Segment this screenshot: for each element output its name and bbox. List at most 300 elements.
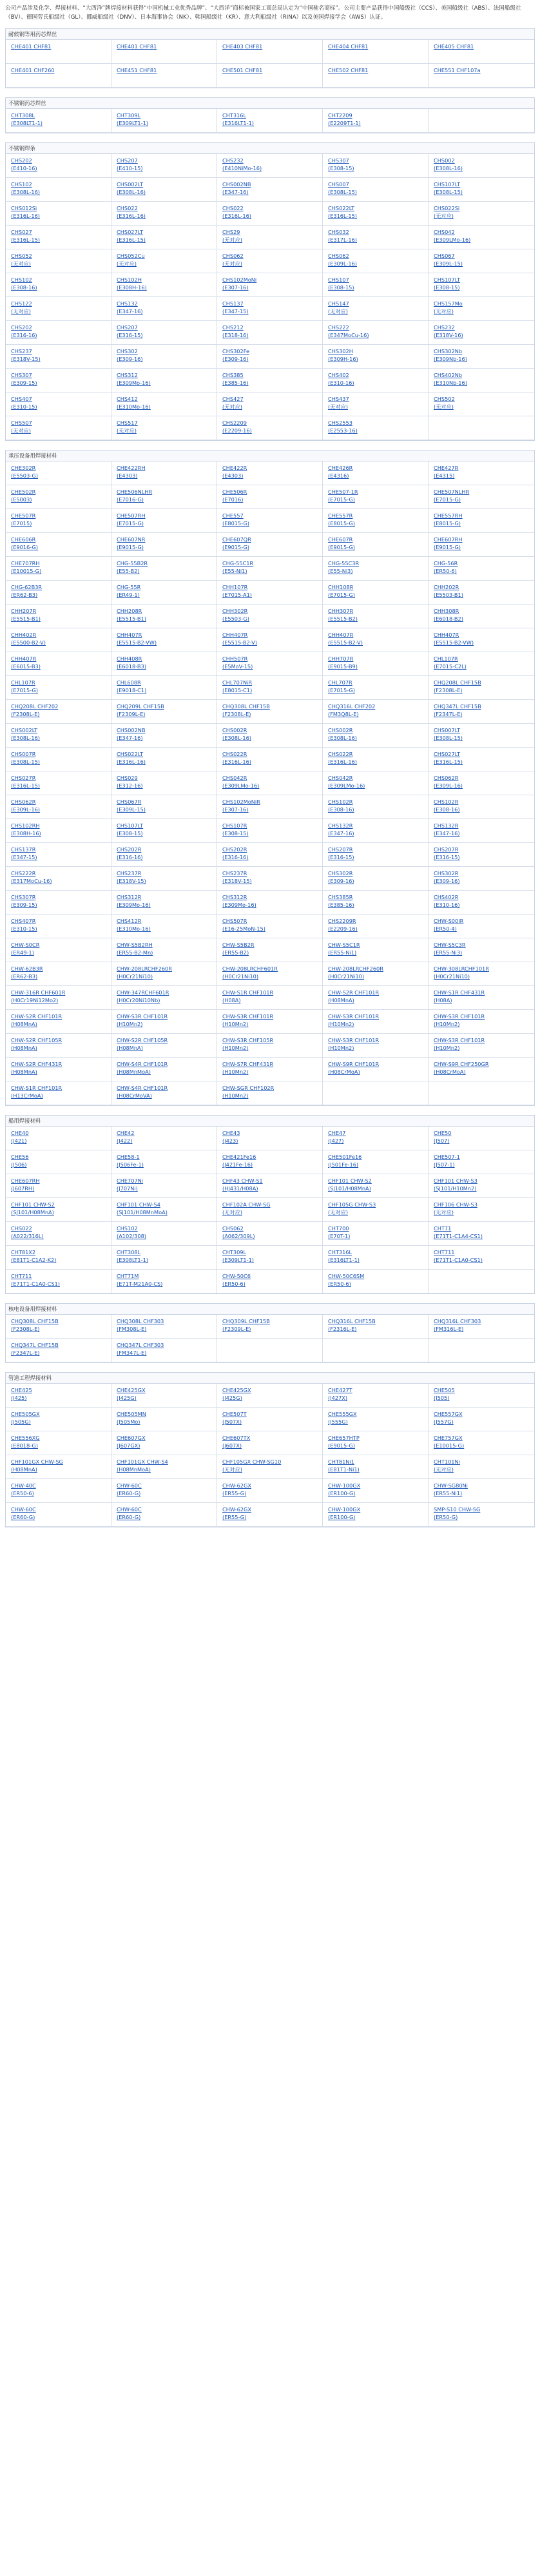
- product-link[interactable]: [117, 371, 213, 387]
- product-link[interactable]: [222, 679, 318, 694]
- product-link[interactable]: [434, 1201, 530, 1216]
- product-link[interactable]: [434, 1410, 530, 1426]
- product-link[interactable]: [11, 893, 107, 909]
- product-link[interactable]: [434, 846, 530, 861]
- product-link[interactable]: [11, 1177, 107, 1192]
- product-cell: [111, 1315, 217, 1339]
- product-link[interactable]: [328, 583, 424, 599]
- product-link[interactable]: [328, 66, 424, 74]
- product-link[interactable]: [328, 488, 424, 503]
- product-link[interactable]: [328, 276, 424, 291]
- product-link[interactable]: [11, 1153, 107, 1168]
- product-link[interactable]: [117, 464, 213, 479]
- product-link[interactable]: [222, 488, 318, 503]
- product-link[interactable]: [434, 324, 530, 339]
- product-link[interactable]: [328, 111, 424, 127]
- product-link[interactable]: [328, 464, 424, 479]
- product-link[interactable]: [434, 607, 530, 623]
- product-link[interactable]: [117, 1084, 213, 1099]
- product-link[interactable]: [328, 798, 424, 813]
- product-link[interactable]: [222, 989, 318, 1004]
- product-link[interactable]: [328, 371, 424, 387]
- product-link[interactable]: [328, 228, 424, 244]
- product-link[interactable]: [434, 1012, 530, 1028]
- product-link[interactable]: [328, 822, 424, 837]
- product-link[interactable]: [222, 655, 318, 670]
- product-link[interactable]: [328, 607, 424, 623]
- product-link[interactable]: [11, 1317, 107, 1333]
- product-link[interactable]: [11, 750, 107, 766]
- product-link[interactable]: [117, 1248, 213, 1264]
- product-link[interactable]: [117, 1272, 213, 1288]
- product-link[interactable]: [222, 1482, 318, 1497]
- product-link[interactable]: [11, 1434, 107, 1449]
- product-link[interactable]: [11, 869, 107, 885]
- product-link[interactable]: [117, 300, 213, 315]
- product-link[interactable]: [434, 66, 530, 74]
- product-link[interactable]: [222, 917, 318, 933]
- product-link[interactable]: [222, 1177, 318, 1192]
- product-link[interactable]: [117, 395, 213, 411]
- product-link[interactable]: [11, 1482, 107, 1497]
- product-link[interactable]: [117, 1482, 213, 1497]
- product-link[interactable]: [117, 774, 213, 789]
- product-link[interactable]: [328, 1458, 424, 1473]
- product-link[interactable]: [434, 347, 530, 363]
- product-link[interactable]: [434, 1434, 530, 1449]
- product-link[interactable]: [11, 965, 107, 980]
- product-link[interactable]: [11, 941, 107, 956]
- product-link[interactable]: [11, 798, 107, 813]
- product-link[interactable]: [222, 180, 318, 196]
- product-link[interactable]: [222, 395, 318, 411]
- product-link[interactable]: [117, 66, 213, 74]
- product-link[interactable]: [222, 1129, 318, 1145]
- product-link[interactable]: [222, 252, 318, 267]
- product-link[interactable]: [434, 798, 530, 813]
- product-link[interactable]: [328, 917, 424, 933]
- product-link[interactable]: [222, 1248, 318, 1264]
- product-link[interactable]: [117, 559, 213, 575]
- product-link[interactable]: [117, 655, 213, 670]
- product-link[interactable]: [117, 869, 213, 885]
- product-link[interactable]: [434, 750, 530, 766]
- product-link[interactable]: [328, 1060, 424, 1076]
- product-link[interactable]: [328, 1177, 424, 1192]
- product-link[interactable]: [117, 1458, 213, 1473]
- product-link[interactable]: [11, 846, 107, 861]
- product-link[interactable]: [434, 43, 530, 50]
- product-link[interactable]: [328, 512, 424, 527]
- product-link[interactable]: [328, 204, 424, 220]
- product-link[interactable]: [117, 965, 213, 980]
- product-link[interactable]: [222, 66, 318, 74]
- product-link[interactable]: [328, 157, 424, 172]
- product-link[interactable]: [222, 893, 318, 909]
- product-link[interactable]: [328, 989, 424, 1004]
- product-link[interactable]: [328, 893, 424, 909]
- product-cell: [217, 1198, 323, 1222]
- product-link[interactable]: [434, 655, 530, 670]
- product-link[interactable]: [117, 324, 213, 339]
- product-link[interactable]: [222, 157, 318, 172]
- product-link[interactable]: [222, 371, 318, 387]
- product-link[interactable]: [11, 1012, 107, 1028]
- product-link[interactable]: [434, 1060, 530, 1076]
- product-link[interactable]: [11, 1129, 107, 1145]
- product-link[interactable]: [328, 395, 424, 411]
- product-link[interactable]: [434, 276, 530, 291]
- product-link[interactable]: [117, 750, 213, 766]
- product-link[interactable]: [328, 631, 424, 646]
- product-link[interactable]: [328, 941, 424, 956]
- product-link[interactable]: [117, 347, 213, 363]
- product-link[interactable]: [222, 228, 318, 244]
- product-link[interactable]: [222, 631, 318, 646]
- product-link[interactable]: [328, 1036, 424, 1052]
- product-link[interactable]: [328, 846, 424, 861]
- product-link[interactable]: [222, 965, 318, 980]
- product-link[interactable]: [11, 111, 107, 127]
- product-link[interactable]: [222, 111, 318, 127]
- product-link[interactable]: [11, 1410, 107, 1426]
- product-link[interactable]: [11, 300, 107, 315]
- product-link[interactable]: [434, 1153, 530, 1168]
- product-link[interactable]: [328, 679, 424, 694]
- product-link[interactable]: [117, 1225, 213, 1240]
- product-link[interactable]: [434, 774, 530, 789]
- product-link[interactable]: [434, 1225, 530, 1240]
- product-link[interactable]: [117, 893, 213, 909]
- product-link[interactable]: [11, 66, 107, 74]
- product-link[interactable]: [328, 1506, 424, 1521]
- product-link[interactable]: [434, 464, 530, 479]
- product-link[interactable]: [328, 1201, 424, 1216]
- product-link[interactable]: [434, 1386, 530, 1402]
- product-link[interactable]: [328, 1272, 424, 1288]
- product-link[interactable]: [222, 1386, 318, 1402]
- product-link[interactable]: [11, 655, 107, 670]
- product-link[interactable]: [11, 1084, 107, 1099]
- product-link[interactable]: [222, 419, 318, 434]
- product-cell: [111, 700, 217, 724]
- product-link[interactable]: [222, 1060, 318, 1076]
- product-link[interactable]: [222, 726, 318, 742]
- product-name: CHE451 CHF81: [117, 67, 157, 73]
- product-link[interactable]: [328, 1225, 424, 1240]
- product-cell: [217, 1479, 323, 1503]
- product-link[interactable]: [222, 1272, 318, 1288]
- product-link[interactable]: [222, 1201, 318, 1216]
- product-link[interactable]: [222, 1434, 318, 1449]
- product-link[interactable]: [328, 1248, 424, 1264]
- product-link[interactable]: [117, 1506, 213, 1521]
- product-standard: (J507): [434, 1138, 450, 1144]
- product-name: CHE426R: [328, 465, 353, 471]
- product-link[interactable]: [222, 1084, 318, 1099]
- product-link[interactable]: [328, 252, 424, 267]
- product-link[interactable]: [11, 157, 107, 172]
- product-link[interactable]: [117, 1410, 213, 1426]
- product-link[interactable]: [117, 111, 213, 127]
- product-name: CHS147: [328, 300, 349, 307]
- product-link[interactable]: [222, 822, 318, 837]
- product-link[interactable]: [11, 917, 107, 933]
- product-link[interactable]: [328, 702, 424, 718]
- product-name: CHW-S0CR: [11, 942, 40, 948]
- product-link[interactable]: [11, 1201, 107, 1216]
- product-link[interactable]: [11, 726, 107, 742]
- product-link[interactable]: [11, 559, 107, 575]
- product-link[interactable]: [117, 941, 213, 956]
- product-link[interactable]: [11, 1272, 107, 1288]
- product-link[interactable]: [328, 869, 424, 885]
- product-name: CHS102RH: [11, 822, 40, 829]
- product-link[interactable]: [328, 300, 424, 315]
- product-link[interactable]: [222, 1410, 318, 1426]
- product-link[interactable]: [117, 488, 213, 503]
- product-link[interactable]: [222, 1012, 318, 1028]
- product-link[interactable]: [434, 631, 530, 646]
- product-link[interactable]: [222, 1225, 318, 1240]
- product-link[interactable]: [434, 300, 530, 315]
- product-link[interactable]: [117, 1177, 213, 1192]
- product-link[interactable]: [11, 324, 107, 339]
- product-link[interactable]: [222, 750, 318, 766]
- product-link[interactable]: [11, 252, 107, 267]
- product-cell: [217, 1058, 323, 1081]
- product-link[interactable]: [117, 419, 213, 434]
- product-link[interactable]: [328, 559, 424, 575]
- product-link[interactable]: [117, 583, 213, 599]
- product-link[interactable]: [11, 488, 107, 503]
- product-link[interactable]: [222, 1458, 318, 1473]
- product-link[interactable]: [117, 917, 213, 933]
- product-link[interactable]: [117, 1129, 213, 1145]
- product-link[interactable]: [11, 228, 107, 244]
- product-link[interactable]: [117, 798, 213, 813]
- product-link[interactable]: [117, 822, 213, 837]
- product-link[interactable]: [328, 726, 424, 742]
- product-link[interactable]: [11, 607, 107, 623]
- product-link[interactable]: [222, 583, 318, 599]
- product-cell: [429, 1150, 534, 1174]
- product-link[interactable]: [117, 1201, 213, 1216]
- product-link[interactable]: [434, 1177, 530, 1192]
- product-link[interactable]: [434, 869, 530, 885]
- product-link[interactable]: [434, 1036, 530, 1052]
- product-name: CHS102: [117, 1225, 138, 1232]
- product-link[interactable]: [328, 774, 424, 789]
- product-name: CHS107: [328, 276, 349, 283]
- product-link[interactable]: [117, 536, 213, 551]
- product-link[interactable]: [328, 1012, 424, 1028]
- product-link[interactable]: [117, 204, 213, 220]
- product-link[interactable]: [11, 1386, 107, 1402]
- product-link[interactable]: [222, 300, 318, 315]
- product-link[interactable]: [11, 1248, 107, 1264]
- product-link[interactable]: [434, 702, 530, 718]
- product-link[interactable]: [434, 1458, 530, 1473]
- product-link[interactable]: [222, 869, 318, 885]
- product-link[interactable]: [328, 965, 424, 980]
- product-link[interactable]: [11, 43, 107, 50]
- product-link[interactable]: [222, 43, 318, 50]
- product-link[interactable]: [11, 371, 107, 387]
- product-link[interactable]: [117, 1060, 213, 1076]
- product-link[interactable]: [434, 917, 530, 933]
- product-cell: [323, 867, 429, 891]
- product-link[interactable]: [222, 324, 318, 339]
- product-link[interactable]: [434, 1248, 530, 1264]
- product-link[interactable]: [117, 1386, 213, 1402]
- product-link[interactable]: [328, 1153, 424, 1168]
- product-link[interactable]: [117, 679, 213, 694]
- product-link[interactable]: [117, 1153, 213, 1168]
- product-link[interactable]: [222, 846, 318, 861]
- product-link[interactable]: [117, 180, 213, 196]
- product-link[interactable]: [328, 1410, 424, 1426]
- product-cell: [111, 676, 217, 700]
- product-link[interactable]: [434, 726, 530, 742]
- product-link[interactable]: [222, 941, 318, 956]
- product-link[interactable]: [11, 822, 107, 837]
- product-link[interactable]: [222, 1317, 318, 1333]
- product-link[interactable]: [434, 228, 530, 244]
- product-link[interactable]: [434, 893, 530, 909]
- product-link[interactable]: [117, 512, 213, 527]
- product-link[interactable]: [11, 702, 107, 718]
- product-link[interactable]: [328, 1482, 424, 1497]
- product-name: CHH407R: [328, 632, 354, 638]
- product-link[interactable]: [222, 559, 318, 575]
- product-link[interactable]: [328, 1386, 424, 1402]
- product-link[interactable]: [434, 965, 530, 980]
- product-link[interactable]: [11, 419, 107, 434]
- product-link[interactable]: [117, 43, 213, 50]
- product-link[interactable]: [117, 607, 213, 623]
- product-link[interactable]: [11, 536, 107, 551]
- product-link[interactable]: [328, 419, 424, 434]
- product-link[interactable]: [328, 324, 424, 339]
- product-link[interactable]: [434, 180, 530, 196]
- product-link[interactable]: [117, 1036, 213, 1052]
- product-link[interactable]: [434, 989, 530, 1004]
- product-link[interactable]: [434, 941, 530, 956]
- product-link[interactable]: [11, 1060, 107, 1076]
- product-link[interactable]: [117, 702, 213, 718]
- product-link[interactable]: [117, 1341, 213, 1357]
- product-link[interactable]: [434, 822, 530, 837]
- product-link[interactable]: [222, 1036, 318, 1052]
- product-link[interactable]: [222, 464, 318, 479]
- product-link[interactable]: [434, 512, 530, 527]
- product-link[interactable]: [222, 536, 318, 551]
- product-link[interactable]: [434, 1129, 530, 1145]
- product-link[interactable]: [222, 774, 318, 789]
- product-link[interactable]: [11, 347, 107, 363]
- product-link[interactable]: [11, 679, 107, 694]
- product-link[interactable]: [117, 1317, 213, 1333]
- product-link[interactable]: [11, 989, 107, 1004]
- product-link[interactable]: [434, 1506, 530, 1521]
- product-cell: [217, 628, 323, 652]
- product-link[interactable]: [117, 1434, 213, 1449]
- product-link[interactable]: [117, 1012, 213, 1028]
- product-link[interactable]: [11, 180, 107, 196]
- product-name: CHE556XG: [11, 1435, 40, 1441]
- product-link[interactable]: [11, 1036, 107, 1052]
- product-link[interactable]: [434, 157, 530, 172]
- product-link[interactable]: [328, 536, 424, 551]
- product-link[interactable]: [434, 679, 530, 694]
- product-link[interactable]: [11, 1225, 107, 1240]
- product-link[interactable]: [11, 204, 107, 220]
- product-link[interactable]: [222, 1506, 318, 1521]
- product-link[interactable]: [117, 252, 213, 267]
- product-link[interactable]: [328, 1434, 424, 1449]
- product-cell: [6, 273, 111, 297]
- product-link[interactable]: [328, 750, 424, 766]
- product-link[interactable]: [11, 1458, 107, 1473]
- product-link[interactable]: [222, 204, 318, 220]
- product-link[interactable]: [11, 1506, 107, 1521]
- product-link[interactable]: [434, 536, 530, 551]
- product-link[interactable]: [117, 846, 213, 861]
- product-link[interactable]: [11, 512, 107, 527]
- product-link[interactable]: [328, 1129, 424, 1145]
- product-link[interactable]: [434, 204, 530, 220]
- product-link[interactable]: [117, 726, 213, 742]
- product-link[interactable]: [11, 395, 107, 411]
- product-link[interactable]: [222, 347, 318, 363]
- product-link[interactable]: [11, 1341, 107, 1357]
- product-link[interactable]: [434, 583, 530, 599]
- product-link[interactable]: [434, 371, 530, 387]
- product-link[interactable]: [434, 1482, 530, 1497]
- product-link[interactable]: [11, 276, 107, 291]
- product-link[interactable]: [434, 488, 530, 503]
- product-link[interactable]: [328, 43, 424, 50]
- product-link[interactable]: [11, 583, 107, 599]
- product-link[interactable]: [11, 464, 107, 479]
- product-link[interactable]: [117, 631, 213, 646]
- product-standard: (SJ101/H08MnA): [11, 1209, 54, 1215]
- product-link[interactable]: [117, 276, 213, 291]
- product-link[interactable]: [328, 1317, 424, 1333]
- product-link[interactable]: [434, 252, 530, 267]
- product-link[interactable]: [11, 774, 107, 789]
- product-link[interactable]: [328, 347, 424, 363]
- product-link[interactable]: [117, 228, 213, 244]
- product-link[interactable]: [434, 559, 530, 575]
- product-link[interactable]: [328, 655, 424, 670]
- product-link[interactable]: [222, 512, 318, 527]
- product-link[interactable]: [222, 1153, 318, 1168]
- product-link[interactable]: [222, 607, 318, 623]
- product-link[interactable]: [117, 157, 213, 172]
- product-name: CHS132R: [434, 822, 459, 829]
- product-link[interactable]: [328, 180, 424, 196]
- product-link[interactable]: [222, 798, 318, 813]
- product-link[interactable]: [117, 989, 213, 1004]
- product-link[interactable]: [434, 395, 530, 411]
- product-cell: [217, 771, 323, 795]
- product-link[interactable]: [11, 631, 107, 646]
- product-link[interactable]: [222, 702, 318, 718]
- product-link[interactable]: [434, 1317, 530, 1333]
- product-link[interactable]: [222, 276, 318, 291]
